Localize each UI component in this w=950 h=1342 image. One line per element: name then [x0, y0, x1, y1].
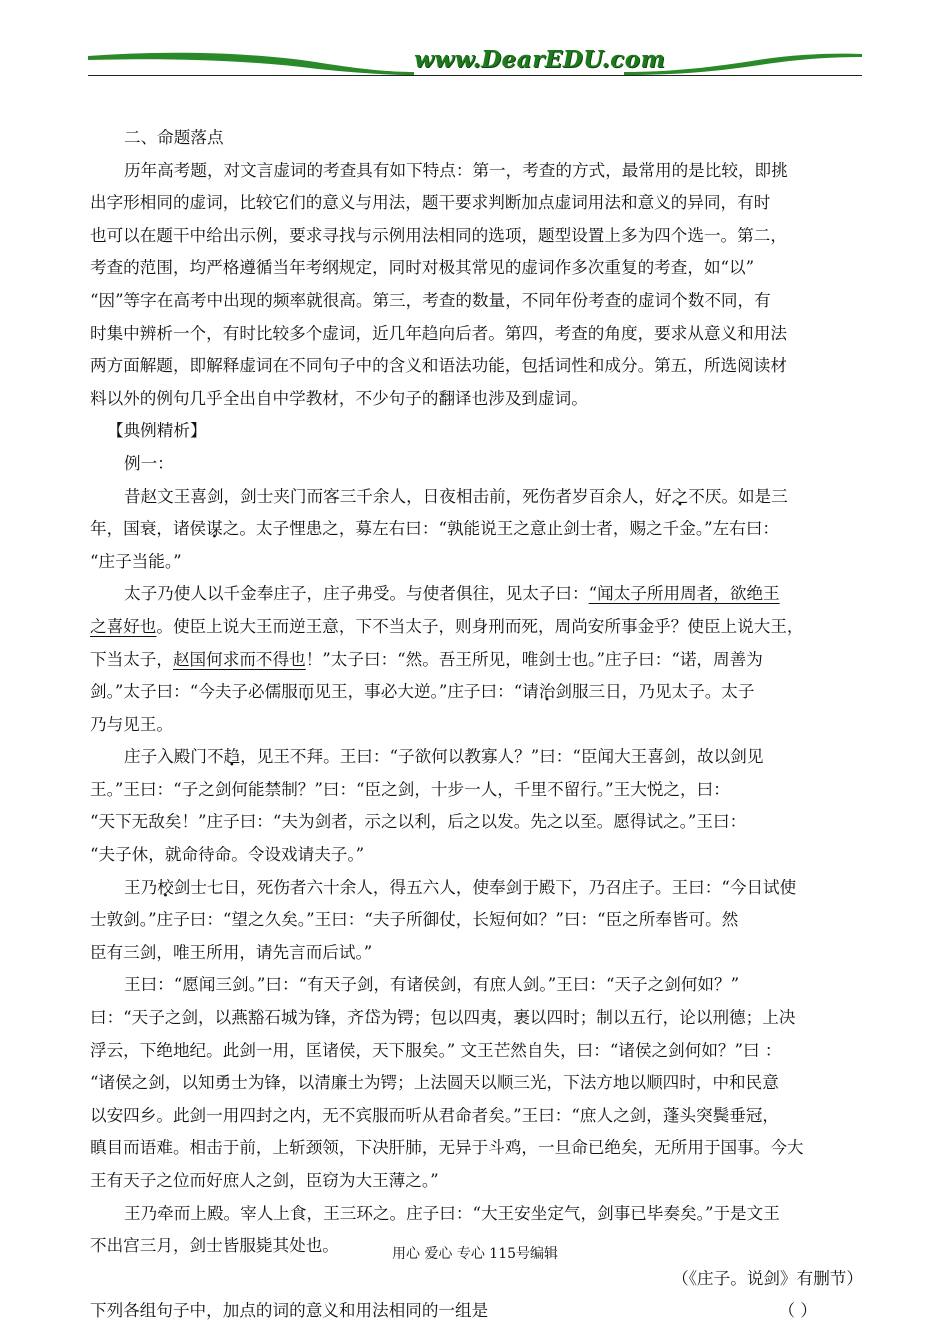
passage-line [90, 481, 865, 514]
analysis-heading: 【典例精析】 [107, 421, 207, 441]
text-span: 剑。”太子曰：“今夫子必儒服 [90, 682, 298, 702]
passage-line [90, 513, 865, 546]
header-rule [88, 75, 862, 76]
passage-paragraph-3 [90, 741, 865, 871]
text-span: 剑士七日，死伤者六十余人，得五六人，使奉剑于殿下，乃召庄子。王曰：“今日试使 [173, 877, 797, 897]
passage-line [90, 741, 865, 774]
passage-line: 王乃牵而上殿。宰人上食，王三环之。庄子曰：“大王安坐定气，剑事已毕奏矣。”于是文王 [124, 1203, 780, 1223]
underlined-phrase: 赵国何求而不得也 [172, 649, 306, 669]
passage-line [90, 872, 865, 905]
underlined-phrase: “闻太子所用周者，欲绝王 [588, 584, 780, 604]
intro-line: 考查的范围，均严格遵循当年考纲规定，同时对极其常见的虚词作多次重复的考查，如“以” [90, 258, 755, 278]
dotted-word: 治 [538, 682, 556, 702]
page-footer: 用心 爱心 专心 115号编辑 [391, 1246, 559, 1262]
passage-line: 王。”王曰：“子之剑何能禁制？”曰：“臣之剑，十步一人，千里不留行。”王大悦之，曰： [90, 779, 730, 799]
intro-line: 历年高考题，对文言虚词的考查具有如下特点：第一，考查的方式，最常用的是比较，即挑 [124, 160, 788, 180]
intro-line: 也可以在题干中给出示例，要求寻找与示例用法相同的选项，题型设置上多为四个选一。第二， [90, 225, 787, 245]
passage-line: 浮云，下绝地纪。此剑一用，匡诸侯，天下服矣。” 文王芒然自失，曰：“诸侯之剑何如？”曰 ： [90, 1040, 782, 1060]
intro-line: 出字形相同的虚词，比较它们的意义与用法，题干要求判断加点虚词用法和意义的异同，有时 [90, 193, 771, 213]
dotted-word: 谋 [206, 519, 223, 539]
passage-line: “诸侯之剑，以知勇士为锋，以清廉士为锷；上法圆天以顺三光，下法方地以顺四时，中和民意 [90, 1073, 779, 1093]
passage-line: “庄子当能。” [90, 551, 182, 571]
passage-line: 士敦剑。”庄子曰：“望之久矣。”王曰：“夫子所御仗，长短何如？”曰：“臣之所奉皆可。然 [90, 910, 739, 930]
passage-line [90, 644, 865, 677]
dotted-word: 之 [671, 486, 689, 506]
passage-paragraph-1 [90, 481, 865, 579]
text-span: 不厌。如是三 [688, 486, 788, 506]
example-label: 例一： [124, 453, 174, 473]
passage-line [90, 676, 865, 709]
passage-paragraph-4 [90, 872, 865, 970]
passage-line: 乃与见王。 [90, 714, 173, 734]
text-span: ！”太子曰：“然。吾王所见，唯剑士也。”庄子曰：“诺，周善为 [305, 649, 763, 669]
passage-line [90, 611, 865, 644]
intro-line: 两方面解题，即解释虚词在不同句子中的含义和语法功能，包括词性和成分。第五，所选阅读材 [90, 356, 787, 376]
document-body [90, 122, 865, 1328]
text-span: 剑服三日，乃见太子。太子 [555, 682, 755, 702]
section-title: 二、命题落点 [124, 128, 224, 147]
passage-line: “夫子休，就命待命。令设戏请夫子。” [90, 845, 365, 865]
text-span: 庄子入殿门不 [124, 747, 224, 767]
text-span: ，见王不拜。王曰：“子欲何以教寡人？”曰：“臣闻大王喜剑，故以剑见 [240, 747, 764, 767]
answer-blank[interactable]: （ ） [778, 1301, 817, 1321]
intro-paragraph [90, 155, 865, 416]
question-stem [90, 1295, 865, 1328]
intro-line: 料以外的例句几乎全出自中学教材，不少句子的翻译也涉及到虚词。 [90, 388, 588, 408]
text-span: 之。太子悝患之，募左右曰：“孰能说王之意止剑士者，赐之千金。”左右曰： [222, 519, 780, 539]
text-span: 见王，事必大逆。”庄子曰：“请 [314, 682, 539, 702]
passage-line: 瞋目而语难。相击于前，上斩颈领，下决肝肺，无异于斗鸡，一旦命已绝矣，无所用于国事。今大 [90, 1138, 804, 1158]
source-citation: （《庄子。说剑》有删节） [672, 1268, 863, 1288]
text-span: 昔赵文王喜剑，剑士夹门而客三千余人，日夜相击前，死伤者岁百余人，好 [124, 486, 672, 506]
text-span: 年，国衰，诸侯 [90, 519, 207, 539]
passage-line: 王有天子之位而好庶人之剑，臣窃为大王薄之。” [90, 1171, 439, 1190]
passage-line: “天下无敌矣！”庄子曰：“夫为剑者，示之以利，后之以发。先之以至。愿得试之。”王曰： [90, 812, 747, 832]
dotted-word: 趋 [223, 747, 241, 767]
underlined-phrase: 之喜好也 [90, 616, 157, 636]
dotted-word: 而 [297, 682, 315, 702]
passage-paragraph-2 [90, 578, 865, 741]
text-span: 太子乃使人以千金奉庄子，庄子弗受。与使者俱往，见太子曰： [124, 584, 589, 604]
text-span: 下当太子， [90, 649, 173, 669]
passage-paragraph-5 [90, 969, 865, 1197]
dotted-word: 校 [157, 877, 174, 897]
text-span: 王乃 [124, 877, 158, 897]
passage-line: 不出宫三月，剑士皆服毙其处也。 [90, 1236, 339, 1256]
question-text: 下列各组句子中，加点的词的意义和用法相同的一组是 [90, 1301, 489, 1321]
passage-line: 以安四乡。此剑一用四封之内，无不宾服而听从君命者矣。”王曰：“庶人之剑，蓬头突鬓垂冠， [90, 1105, 780, 1125]
site-logo[interactable]: www.DearEDU.com [414, 46, 666, 73]
passage-line: 曰：“天子之剑，以燕豁石城为锋，齐岱为锷；包以四夷，裹以四时；制以五行，论以刑德；上决 [90, 1008, 796, 1028]
text-span: 。使臣上说大王而逆王意，下不当太子，则身刑而死，周尚安所事金乎？使臣上说大王， [156, 616, 804, 636]
intro-line: 时集中辨析一个，有时比较多个虚词，近几年趋向后者。第四，考查的角度，要求从意义和用法 [90, 323, 787, 343]
passage-line: 王曰：“愿闻三剑。”曰：“有天子剑，有诸侯剑，有庶人剑。”王曰：“天子之剑何如？” [124, 975, 740, 995]
passage-line [90, 578, 865, 611]
passage-line: 臣有三剑，唯王所用，请先言而后试。” [90, 942, 373, 962]
intro-line: “因”等字在高考中出现的频率就很高。第三，考查的数量，不同年份考查的虚词个数不同，有 [90, 290, 771, 310]
